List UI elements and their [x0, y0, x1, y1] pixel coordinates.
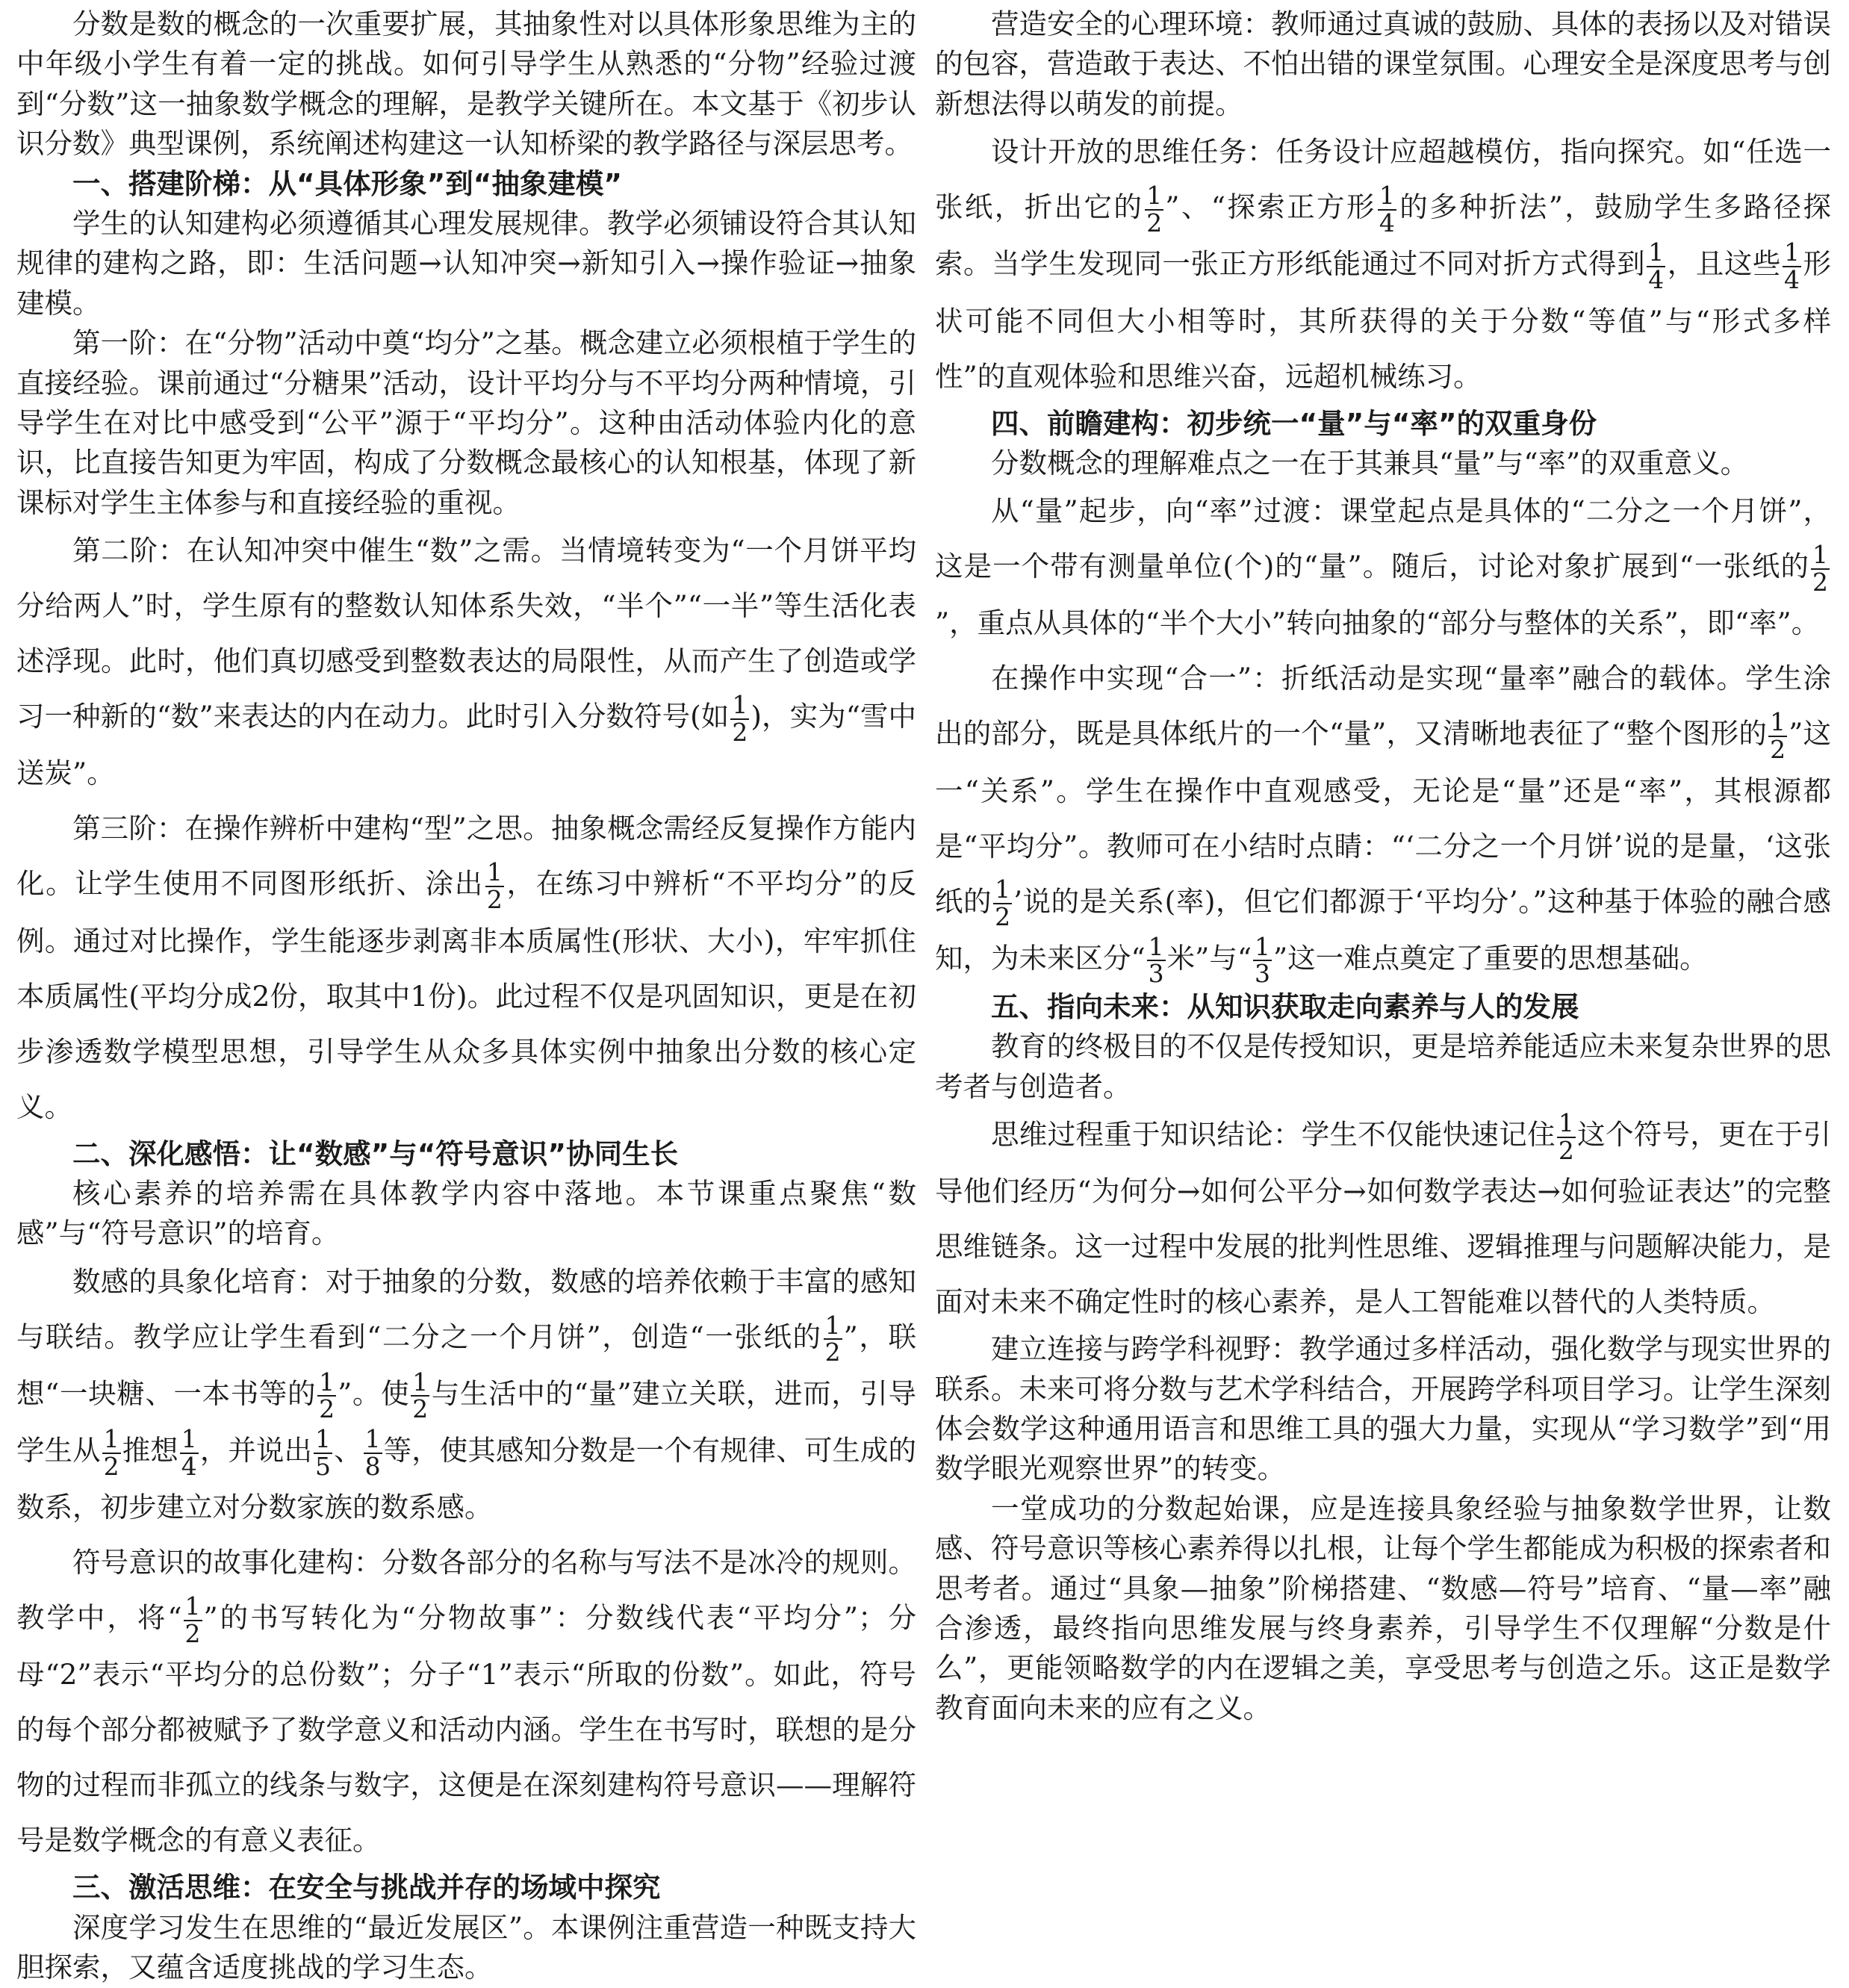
denominator: 2 [486, 884, 503, 914]
paragraph-deep-learning: 深度学习发生在思维的“最近发展区”。本课例注重营造一种既支持大胆探索，又蕴含适度挑战的学习生态。 [16, 1910, 916, 1984]
denominator: 3 [1148, 959, 1164, 989]
numerator: 1 [486, 857, 503, 887]
fraction-one-half [730, 692, 749, 745]
numerator: 1 [1783, 237, 1800, 267]
text-run: ，在练习中辨析“不平均分”的反例。通过对比操作，学生能逐步剥离非本质属性(形状、大小)，牢牢抓住本质属性(平均分成2份，取其中1份)。此过程不仅是巩固知识，更是在初步渗透数学模型思想，引导学生从众多具体实例中抽象出分数的核心定义。 [16, 867, 917, 1123]
denominator: 3 [1255, 959, 1271, 989]
denominator: 2 [1770, 734, 1786, 764]
fraction-one-eighth [364, 1423, 382, 1481]
text-run: ’说的是关系(率)，但它们都源于‘平均分’。”这种基于体验的融合感知，为未来区分“ [935, 884, 1831, 975]
numerator: 1 [1146, 181, 1163, 211]
numerator: 1 [1255, 931, 1271, 961]
denominator: 2 [732, 717, 748, 747]
numerator: 1 [824, 1310, 841, 1340]
text-run: 的多种折法”，鼓励学生多路径探索。当学生发现同一张正方形纸能通过不同对折方式得到 [935, 190, 1832, 281]
numerator: 1 [412, 1367, 429, 1397]
paragraph-step-one: 第一阶：在“分物”活动中奠“均分”之基。概念建立必须根植于学生的直接经验。课前通过“分糖果”活动，设计平均分与不平均分两种情境，引导学生在对比中感受到“公平”源于“平均分”。这种由活动体验内化的意识，比直接告知更为牢固，构成了分数概念最核心的认知根基，体现了新课标对学生主体参与和直接经验的重视。 [16, 326, 916, 519]
paragraph-dual-meaning: 分数概念的理解难点之一在于其兼具“量”与“率”的双重意义。 [991, 446, 1749, 479]
denominator: 2 [103, 1451, 119, 1481]
paragraph-step-two [16, 523, 916, 801]
denominator: 8 [364, 1451, 381, 1481]
section-heading-1: 一、搭建阶梯：从“具体形象”到“抽象建模” [72, 167, 623, 200]
fraction-one-half [102, 1423, 121, 1481]
fraction-one-half [411, 1367, 429, 1424]
text-run: 形状可能不同但大小相等时，其所获得的关于分数“等值”与“形式多样性”的直观体验和思维兴奋，远超机械练习。 [935, 247, 1832, 393]
text-run: ”、“探索正方形 [1165, 190, 1376, 224]
denominator: 2 [1558, 1135, 1574, 1165]
text-run: 米”与“ [1166, 941, 1252, 975]
denominator: 4 [1379, 208, 1395, 237]
fraction-one-half [485, 857, 504, 914]
left-column [16, 4, 916, 1988]
denominator: 4 [1783, 264, 1800, 294]
section-heading-3: 三、激活思维：在安全与挑战并存的场域中探究 [72, 1871, 661, 1904]
text-run: 等，使其感知分数是一个有规律、可生成的数系，初步建立对分数家族的数系感。 [16, 1434, 916, 1524]
denominator: 2 [824, 1338, 841, 1367]
paragraph-core-literacy: 核心素养的培养需在具体教学内容中落地。本节课重点聚焦“数感”与“符号意识”的培育。 [16, 1176, 916, 1250]
right-column [935, 4, 1831, 1988]
fraction-one-half [184, 1591, 202, 1648]
denominator: 2 [1812, 567, 1828, 597]
fraction-one-half [993, 877, 1012, 930]
numerator: 1 [1770, 707, 1786, 737]
paragraph-thinking-process [935, 1107, 1831, 1329]
text-run: 思维过程重于知识结论：学生不仅能快速记住 [991, 1118, 1556, 1152]
section-heading-2: 二、深化感悟：让“数感”与“符号意识”协同生长 [72, 1137, 679, 1170]
numerator: 1 [103, 1423, 119, 1453]
text-run: ”的书写转化为“分物故事”：分数线代表“平均分”；分母“2”表示“平均分的总份数”；分子“1”表示“所取的份数”。如此，符号的每个部分都被赋予了数学意义和活动内涵。学生在书写时，联想的是分物的过程而非孤立的线条与数字，这便是在深刻建构符号意识——理解符号是数学概念的有意义表征。 [16, 1601, 917, 1857]
numerator: 1 [1812, 540, 1828, 570]
fraction-one-half [1145, 183, 1163, 236]
paragraph-cognitive-path: 学生的认知建构必须遵循其心理发展规律。教学必须铺设符合其认知规律的建构之路，即：生活问题→认知冲突→新知引入→操作验证→抽象建模。 [16, 207, 916, 320]
text-run: 第二阶：在认知冲突中催生“数”之需。当情境转变为“一个月饼平均分给两人”时，学生原有的整数认知体系失效，“半个”“一半”等生活化表述浮现。此时，他们真切感受到整数表达的局限性，从而产生了创造或学习一种新的“数”来表达的内在动力。此时引入分数符号(如 [16, 534, 916, 733]
numerator: 1 [319, 1367, 335, 1397]
text-run: ，并说出 [199, 1434, 313, 1467]
paragraph-step-three [16, 801, 916, 1134]
denominator: 2 [412, 1394, 429, 1424]
paragraph-ultimate-goal: 教育的终极目的不仅是传授知识，更是培养能适应未来复杂世界的思考者与创造者。 [935, 1030, 1831, 1103]
numerator: 1 [315, 1423, 332, 1453]
denominator: 2 [319, 1394, 335, 1424]
text-run: 推想 [122, 1434, 178, 1467]
text-run: 数感的具象化培育：对于抽象的分数，数感的培养依赖于丰富的感知与联结。教学应让学生看到“二分之一个月饼”，创造“一张纸的 [16, 1264, 916, 1353]
fraction-one-half [824, 1310, 842, 1367]
fraction-one-quarter [1647, 237, 1665, 294]
numerator: 1 [995, 875, 1011, 904]
intro-paragraph: 分数是数的概念的一次重要扩展，其抽象性对以具体形象思维为主的中年级小学生有着一定的挑战。如何引导学生从熟悉的“分物”经验过渡到“分数”这一抽象数学概念的理解，是教学关键所在。本文基于《初步认识分数》典型课例，系统阐述构建这一认知桥梁的教学路径与深层思考。 [16, 7, 916, 161]
fraction-one-half [1811, 542, 1830, 595]
numerator: 1 [1558, 1108, 1574, 1137]
paragraph-open-tasks [935, 124, 1831, 403]
section-heading-5: 五、指向未来：从知识获取走向素养与人的发展 [991, 990, 1579, 1023]
denominator: 2 [1146, 208, 1163, 237]
denominator: 5 [315, 1451, 332, 1481]
fraction-one-third [1147, 931, 1166, 989]
text-run: 这个符号，更在于引导他们经历“为何分→如何公平分→如何数学表达→如何验证表达”的完整思维链条。这一过程中发展的批判性思维、逻辑推理与问题解决能力，是面对未来不确定性时的核心素养，是人工智能难以替代的人类特质。 [935, 1118, 1832, 1319]
numerator: 1 [181, 1423, 197, 1453]
fraction-one-third [1253, 931, 1272, 989]
text-run: ”，联想“一块糖、一本书等的 [16, 1320, 917, 1410]
fraction-one-half [1557, 1108, 1576, 1165]
text-run: 设计开放的思维任务：任务设计应超越模仿，指向探究。如“任选一张纸，折出它的 [935, 135, 1831, 224]
paragraph-cross-discipline: 建立连接与跨学科视野：教学通过多样活动，强化数学与现实世界的联系。未来可将分数与艺术学科结合，开展跨学科项目学习。让学生深刻体会数学这种通用语言和思维工具的强大力量，实现从“学习数学”到“用数学眼光观察世界”的转变。 [935, 1332, 1831, 1485]
paragraph-safe-environment: 营造安全的心理环境：教师通过真诚的鼓励、具体的表扬以及对错误的包容，营造敢于表达、不怕出错的课堂氛围。心理安全是深度思考与创新想法得以萌发的前提。 [935, 7, 1831, 120]
text-run: 与生活中的“量”建立关联，进而，引导学生从 [16, 1376, 917, 1467]
text-run: ，且这些 [1667, 247, 1781, 281]
denominator: 2 [184, 1618, 201, 1648]
numerator: 1 [1379, 181, 1395, 211]
text-run: ”这一“关系”。学生在操作中直观感受，无论是“量”还是“率”，其根源都是“平均分”。教师可在小结时点睛：“‘二分之一个月饼’说的是量，‘这张纸的 [935, 717, 1832, 918]
denominator: 2 [995, 902, 1011, 932]
text-run: )，实为“雪中送炭”。 [16, 700, 916, 790]
paragraph-number-sense [16, 1254, 916, 1535]
denominator: 4 [181, 1451, 197, 1481]
numerator: 1 [364, 1423, 381, 1453]
fraction-one-fifth [314, 1423, 332, 1481]
fraction-one-half [317, 1367, 336, 1424]
fraction-one-quarter [180, 1423, 199, 1481]
conclusion-paragraph: 一堂成功的分数起始课，应是连接具象经验与抽象数学世界，让数感、符号意识等核心素养得以扎根，让每个学生都能成为积极的探索者和思考者。通过“具象—抽象”阶梯搭建、“数感—符号”培育、“量—率”融合渗透，最终指向思维发展与终身素养，引导学生不仅理解“分数是什么”，更能领略数学的内在逻辑之美，享受思考与创造之乐。这正是数学教育面向未来的应有之义。 [935, 1491, 1831, 1724]
numerator: 1 [1148, 931, 1164, 961]
text-run: ”。使 [338, 1376, 410, 1410]
paragraph-quantity-to-ratio [935, 483, 1831, 650]
section-heading-4: 四、前瞻建构：初步统一“量”与“率”的双重身份 [991, 406, 1597, 440]
paragraph-symbol-sense [16, 1535, 916, 1868]
numerator: 1 [732, 690, 748, 720]
text-run: 第三阶：在操作辨析中建构“型”之思。抽象概念需经反复操作方能内化。让学生使用不同图形纸折、涂出 [16, 812, 916, 901]
fraction-one-quarter [1783, 237, 1801, 294]
text-run: 、 [334, 1434, 362, 1467]
numerator: 1 [184, 1591, 201, 1621]
text-run: ”这一难点奠定了重要的思想基础。 [1273, 941, 1708, 975]
numerator: 1 [1648, 237, 1665, 267]
text-run: 在操作中实现“合一”：折纸活动是实现“量率”融合的载体。学生涂出的部分，既是具体纸片的一个“量”，又清晰地表征了“整个图形的 [935, 662, 1831, 751]
paragraph-unification [935, 650, 1831, 987]
denominator: 4 [1648, 264, 1665, 294]
text-run: ”，重点从具体的“半个大小”转向抽象的“部分与整体的关系”，即“率”。 [935, 606, 1820, 640]
fraction-one-half [1768, 709, 1787, 762]
text-run: 从“量”起步，向“率”过渡：课堂起点是具体的“二分之一个月饼”，这是一个带有测量单位(个)的“量”。随后，讨论对象扩展到“一张纸的 [935, 494, 1831, 583]
text-run: 符号意识的故事化建构：分数各部分的名称与写法不是冰冷的规则。教学中，将“ [16, 1546, 916, 1635]
fraction-one-quarter [1378, 183, 1396, 236]
